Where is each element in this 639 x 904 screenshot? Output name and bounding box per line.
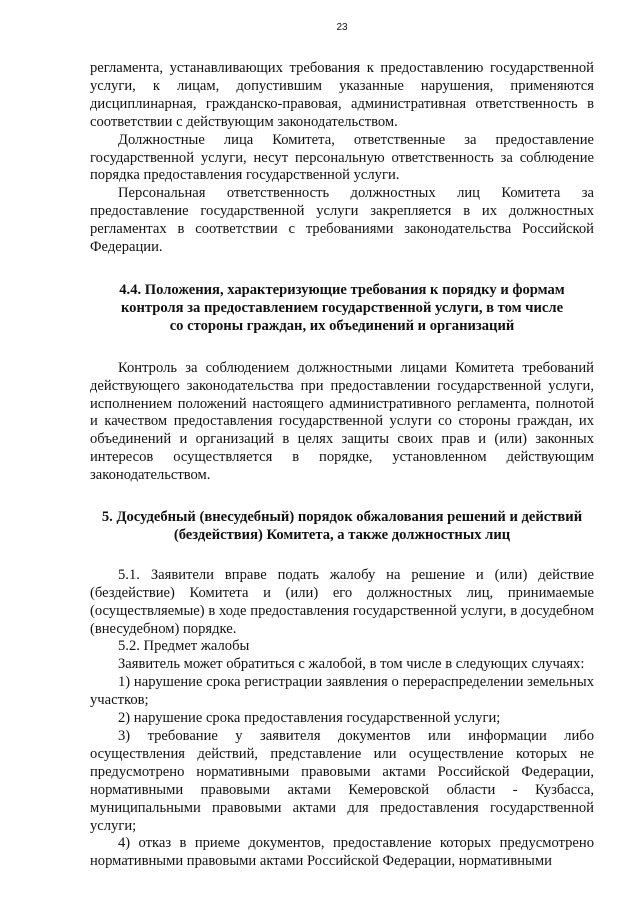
paragraph-officials-responsibility: Должностные лица Комитета, ответственные за предоставление государственной услуги, несут персональную ответственность за соблюдение порядка предоставления государственной услуги. xyxy=(90,131,594,184)
page-number: 23 xyxy=(336,22,348,33)
complaint-case-item: 4) отказ в приеме документов, предоставление которых предусмотрено нормативными правовыми актами Российской Федерации, нормативными xyxy=(90,835,594,870)
complaint-case-item: 2) нарушение срока предоставления государственной услуги; xyxy=(118,710,501,727)
section-4-4-body: Контроль за соблюдением должностными лицами Комитета требований действующего законодательства при предоставлении государственной услуги, исполнением положений настоящего административного регламента, полнотой и качеством предоставления государственной услуги со стороны граждан, их объединений и организаций в целях защиты своих прав и (или) законных интересов осуществляется в порядке, установленном действующим законодательством. xyxy=(90,359,594,484)
paragraph-5-2: 5.2. Предмет жалобы xyxy=(118,638,250,655)
complaint-case-item: 1) нарушение срока регистрации заявления о перераспределении земельных участков; xyxy=(90,674,594,709)
paragraph-complaint-intro: Заявитель может обратиться с жалобой, в том числе в следующих случаях: xyxy=(118,656,585,673)
section-5-heading: 5. Досудебный (внесудебный) порядок обжалования решений и действий (бездействия) Комитета, а также должностных лиц xyxy=(101,509,583,543)
paragraph-personal-responsibility: Персональная ответственность должностных лиц Комитета за предоставление государственной услуги закрепляется в их должностных регламентах в соответствии с требованиями законодательства Российской Федерации. xyxy=(90,185,594,256)
paragraph-5-1: 5.1. Заявители вправе подать жалобу на решение и (или) действие (бездействие) Комитета и (или) его должностных лиц, принимаемые (осуществляемые) в ходе предоставления государственной услуги, в досудебном (внесудебном) порядке. xyxy=(90,566,594,637)
complaint-case-item: 3) требование у заявителя документов или информации либо осуществления действий, представление или осуществление которых не предусмотрено нормативными правовыми актами Российской Федерации, нормативными правовыми актами Кемеровской области - Кузбасса, муниципальными правовыми актами для предоставления государственной услуги; xyxy=(90,728,594,834)
section-4-4-heading: 4.4. Положения, характеризующие требования к порядку и формам контроля за предоставлением государственной услуги, в том числе со стороны граждан, их объединений и организаций xyxy=(119,281,565,334)
paragraph-liability-continued: регламента, устанавливающих требования к предоставлению государственной услуги, к лицам, допустившим указанные нарушения, применяются дисциплинарная, гражданско-правовая, административная ответственность в соответствии с действующим законодательством. xyxy=(90,60,594,130)
